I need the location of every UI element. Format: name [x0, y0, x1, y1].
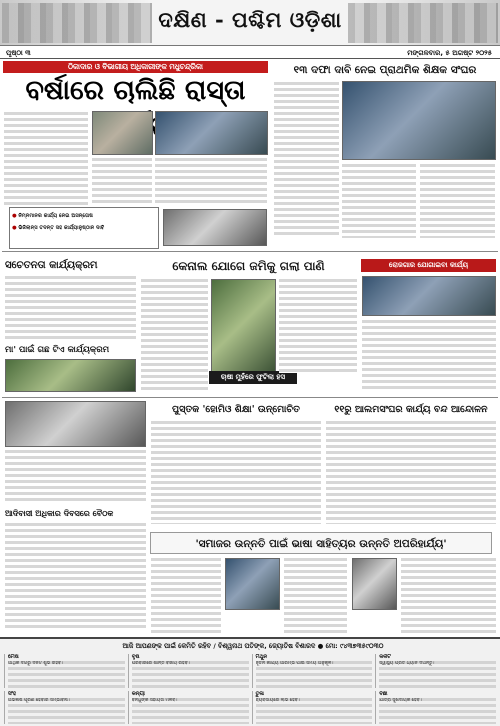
canal-text-left: [141, 279, 208, 390]
astro-sign-name: କର୍କଟ: [379, 654, 391, 660]
publication-date: ମଙ୍ଗଳବାର, ୫ ଅଗଷ୍ଟ ୨୦୨୫: [407, 49, 492, 57]
masthead-left-photos: [2, 3, 152, 43]
lead-point-1: ● ନିମ୍ନମାନର କାର୍ଯ୍ୟ ନେଇ ଅସନ୍ତୋଷ: [12, 210, 156, 222]
divider-2: [2, 397, 498, 398]
dateline: [0, 47, 500, 59]
astro-sign-text: ଯାତ୍ରା ସୁଖଦାୟକ ହେବ।: [379, 698, 496, 725]
meeting-text: [326, 421, 496, 524]
lead-story-column-2: [92, 158, 152, 203]
teachers-story-column-1: [274, 82, 339, 238]
astro-sign-name: ବୃଷ: [131, 654, 140, 660]
page-number: ପୃଷ୍ଠା ୩: [6, 49, 31, 57]
lead-headline: ବର୍ଷାରେ ଚାଲିଛି ରାସ୍ତା: [25, 75, 246, 106]
quote-story-column-2: [284, 558, 347, 633]
quote-photo-1: [225, 558, 280, 610]
astro-sign-name: କନ୍ୟା: [131, 690, 145, 697]
astro-sign-4: [375, 654, 496, 688]
lead-banner: ଠିକାଦାର ଓ ବିଭାଗୀୟ ଅଧିକାରୀଙ୍କ ମଧୁଚନ୍ଦ୍ରିକା: [3, 61, 268, 73]
book-headline: ପୁସ୍ତକ 'ହୋମିଓ ଶିକ୍ଷା' ଉନ୍ମୋଚିତ: [172, 404, 300, 415]
astro-sign-text: ନୂତନ କାର୍ଯ୍ୟ ଆରମ୍ଭ ପାଇଁ ସମୟ ଅନୁକୂଳ।: [256, 661, 373, 688]
quote-story-column-1: [151, 558, 221, 633]
lead-story-text: [4, 112, 88, 206]
teachers-story-column-3: [420, 164, 495, 238]
employment-text: [362, 320, 496, 392]
astrology-header: ଆଜି ଆପଣଙ୍କ ପାଇଁ କେମିତି ରହିବ / ବିଶ୍ୱନାଥ ପତିଙ୍କ, ଜ୍ୟୋତିଷ ବିଶାରଦ ● ମୋ: ୯୪୩୭୩୫୯୦୩୦: [122, 642, 384, 650]
tribal-headline: ଆଦିବାସୀ ଅଧିକାର ଦିବସରେ ବୈଠକ: [5, 508, 114, 518]
masthead-right-photos: [348, 3, 498, 43]
canal-caption: ଚାଷୀ ମୁହଁରେ ଫୁଟିଲା ହସ: [209, 371, 297, 384]
tribal-text: [5, 523, 146, 631]
canal-text-right: [279, 279, 357, 373]
astro-sign-7: [252, 691, 373, 725]
tribal-left-text: [5, 450, 146, 504]
astro-sign-text: ବନ୍ଧୁଙ୍କ ସହାୟତା ମିଳିବ।: [132, 698, 249, 725]
language-quote-headline: 'ସମାଜର ଉନ୍ନତି ପାଇଁ ଭାଷା ସାହିତ୍ୟର ଉନ୍ନତି ଅପରିହାର୍ଯ୍ୟ': [150, 532, 492, 554]
right-top-headline: ୧୩ ଦଫା ଦାବି ନେଇ ପ୍ରାଥମିକ ଶିକ୍ଷକ ସଂଘର: [293, 64, 477, 76]
lead-photo-1: [92, 111, 153, 155]
astrology-grid: [4, 654, 496, 724]
astro-sign-text: ଆର୍ଥିକ ଦିଗରୁ ଦିନଟି ଶୁଭ ରହିବ।: [8, 661, 125, 688]
astro-sign-3: [252, 654, 373, 688]
astro-sign-5: [4, 691, 125, 725]
astro-sign-text: ପରିବାରରେ ଶାନ୍ତି ବଜାୟ ରହିବ।: [132, 661, 249, 688]
astro-sign-2: [128, 654, 249, 688]
astro-sign-text: ସ୍ୱାସ୍ଥ୍ୟ ପ୍ରତି ଧ୍ୟାନ ଦିଅନ୍ତୁ।: [379, 661, 496, 688]
astro-sign-text: ଅଭିଳାଷ ପୂରଣ ହେବାର ସମ୍ଭାବନା।: [8, 698, 125, 725]
astro-sign-1: [4, 654, 125, 688]
awareness-text: [5, 276, 136, 342]
employment-headline: ରୋଜଗାର ଯୋଗାଇବା କାର୍ଯ୍ୟ: [361, 259, 496, 272]
awareness-headline: ସଚେତନତା କାର୍ଯ୍ୟକ୍ରମ: [5, 260, 98, 271]
quote-photo-2: [352, 558, 397, 610]
meeting-headline: ୧୧ରୁ ଆଲମସଂଘର କାର୍ଯ୍ୟ ବନ୍ଦ ଆନ୍ଦୋଳନ: [334, 404, 488, 415]
teachers-story-column-2: [342, 164, 416, 238]
astro-sign-name: ବିଛା: [379, 690, 388, 697]
lead-point-2: ● ଭିଜିଲାନ୍ସ ତଦନ୍ତ ସହ କାର୍ଯ୍ୟାନୁଷ୍ଠାନ ଦାବି: [12, 222, 156, 234]
lead-info-box: [9, 207, 159, 249]
astro-sign-name: ସିଂହ: [8, 690, 16, 697]
masthead-title: ଦକ୍ଷିଣ - ପଶ୍ଚିମ ଓଡ଼ିଶା: [158, 7, 342, 32]
astro-sign-name: ମିଥୁନ: [255, 654, 268, 660]
maa-photo: [5, 359, 136, 392]
lead-photo-3: [163, 209, 267, 246]
teachers-photo: [342, 81, 496, 160]
lead-photo-2: [155, 111, 268, 155]
astro-sign-name: ତୁଳା: [255, 690, 264, 697]
divider-1: [2, 251, 498, 252]
canal-headline: କେନାଲ ଯୋଗେ ଜମିକୁ ଗଲା ପାଣି: [172, 259, 325, 273]
book-text: [151, 421, 321, 524]
quote-story-column-3: [401, 558, 496, 633]
employment-photo: [362, 276, 496, 316]
canal-photo: [211, 279, 276, 382]
maa-headline: ମା' ପାଇଁ ଗଛ ଟିଏ କାର୍ଯ୍ୟକ୍ରମ: [5, 345, 110, 355]
lead-story-column-3: [155, 158, 267, 204]
masthead: [0, 0, 500, 46]
astro-sign-6: [128, 691, 249, 725]
astro-sign-name: ମେଷ: [8, 654, 19, 660]
astro-sign-text: ବ୍ୟବସାୟରେ ଲାଭ ହେବ।: [256, 698, 373, 725]
tribal-left-photo: [5, 401, 146, 447]
astro-sign-8: [375, 691, 496, 725]
